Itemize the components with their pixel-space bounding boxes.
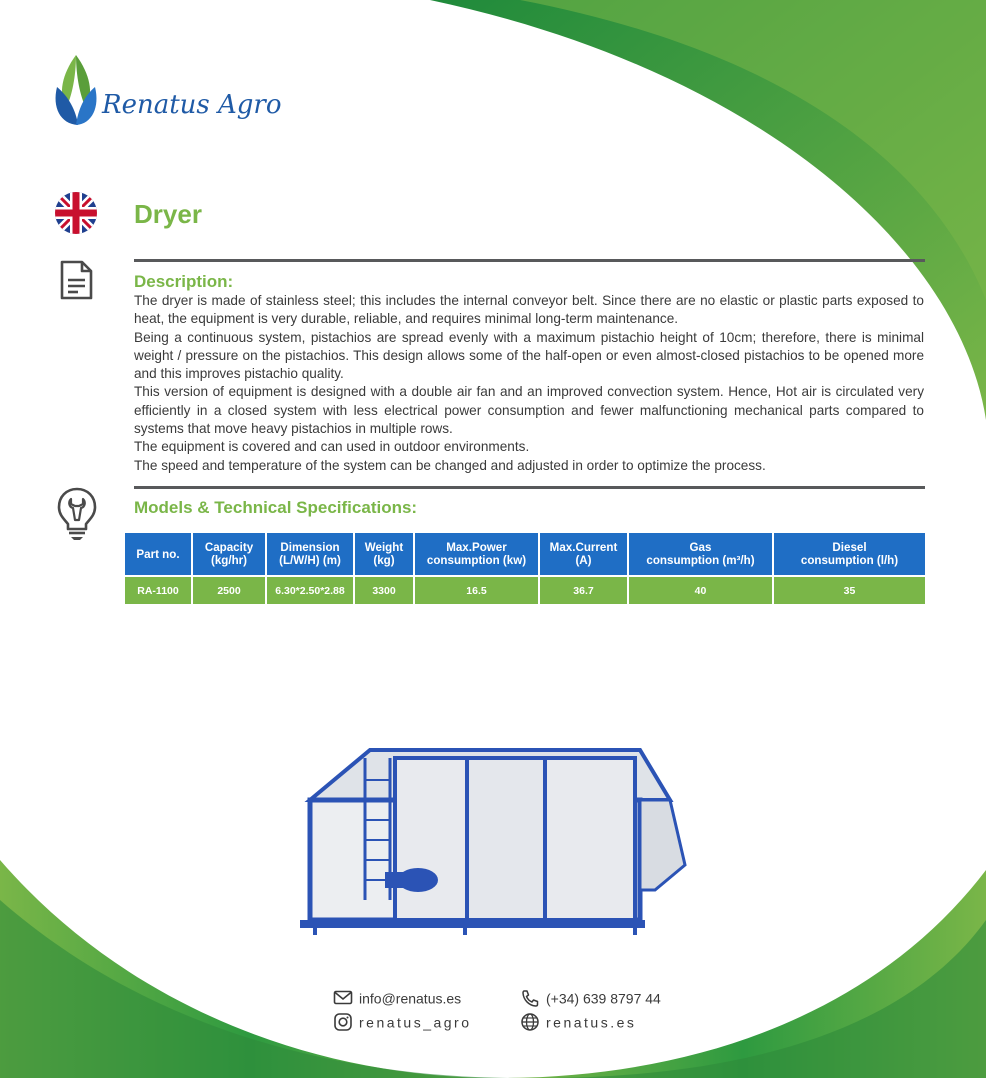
section-divider: [134, 259, 925, 262]
spec-table-header-row: [124, 532, 926, 576]
column-header-part-no: Part no.: [124, 532, 192, 576]
specs-heading: Models & Technical Specifications:: [134, 498, 418, 517]
contact-instagram[interactable]: [333, 1013, 472, 1031]
contact-phone[interactable]: [520, 989, 661, 1007]
contact-website-text: renatus.es: [546, 1014, 637, 1031]
contact-website[interactable]: [520, 1013, 636, 1031]
description-paragraph: The dryer is made of stainless steel; this includes the internal conveyor belt. Since there are no elastic or plastic parts exposed to heat, the equipment is very durable, reliable, and requires minimal long-term maintenance.: [134, 293, 924, 327]
contact-phone-text: (+34) 639 8797 44: [546, 990, 661, 1007]
cell-part-no: RA-1100: [124, 576, 192, 605]
cell-weight: 3300: [354, 576, 414, 605]
description-paragraph: The equipment is covered and can used in outdoor environments.: [134, 439, 530, 455]
column-header-capacity: Capacity (kg/hr): [192, 532, 266, 576]
cell-max-current: 36.7: [539, 576, 628, 605]
column-header-gas: Gas consumption (m³/h): [628, 532, 773, 576]
dryer-machine-image: [300, 740, 700, 940]
section-divider: [134, 486, 925, 489]
instagram-icon: [333, 1013, 353, 1031]
column-header-weight: Weight (kg): [354, 532, 414, 576]
cell-dimension: 6.30*2.50*2.88: [266, 576, 354, 605]
spec-table: [123, 531, 927, 606]
mail-icon: [333, 989, 353, 1007]
description-paragraph: This version of equipment is designed with a double air fan and an improved convection system. Hence, Hot air is circulated very efficiently in a closed system with less electrical power consumption and fewer malfunctioning mechanical parts compared to systems that move heavy pistachios in multiple rows.: [134, 384, 924, 437]
column-header-max-power: Max.Power consumption (kw): [414, 532, 539, 576]
uk-flag-icon: [55, 192, 97, 234]
cell-diesel: 35: [773, 576, 926, 605]
globe-icon: [520, 1013, 540, 1031]
column-header-dimension: Dimension (L/W/H) (m): [266, 532, 354, 576]
brand-name: Renatus Agro: [102, 90, 282, 120]
description-paragraph: The speed and temperature of the system can be changed and adjusted in order to optimize the process.: [134, 457, 766, 473]
cell-capacity: 2500: [192, 576, 266, 605]
contact-email-text: info@renatus.es: [359, 990, 462, 1007]
page-title: Dryer: [134, 199, 202, 229]
cell-max-power: 16.5: [414, 576, 539, 605]
lightbulb-wrench-icon: [57, 487, 97, 541]
column-header-diesel: Diesel consumption (l/h): [773, 532, 926, 576]
description-text: [134, 292, 924, 475]
phone-icon: [520, 989, 540, 1007]
description-heading: Description:: [134, 272, 234, 291]
contact-instagram-text: renatus_agro: [359, 1014, 472, 1031]
cell-gas: 40: [628, 576, 773, 605]
column-header-max-current: Max.Current (A): [539, 532, 628, 576]
description-paragraph: Being a continuous system, pistachios are spread evenly with a maximum pistachio height of 10cm; therefore, there is minimal weight / pressure on the pistachios. This design allows some of the half-open or even almost-closed pistachios to be opened more and this improves pistachio quality.: [134, 329, 924, 382]
contact-email[interactable]: [333, 989, 461, 1007]
table-row: [124, 576, 926, 605]
document-icon: [58, 260, 94, 300]
